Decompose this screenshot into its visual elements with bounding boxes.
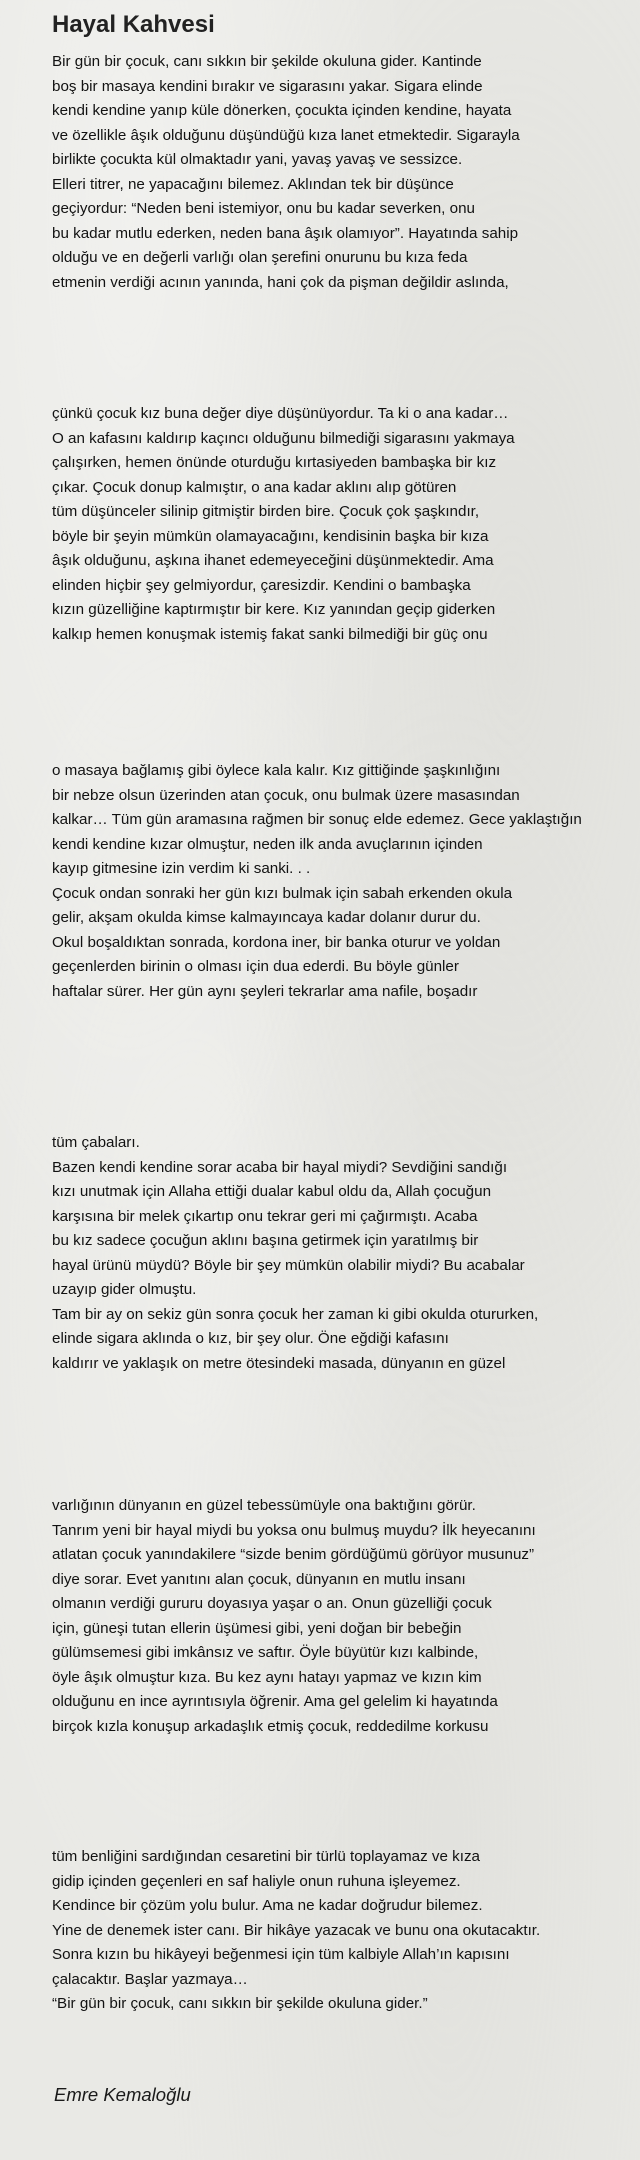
paragraph-5: [52, 1494, 640, 1739]
text-line: varlığının dünyanın en güzel tebessümüyle ona baktığını görür.: [52, 1497, 476, 1514]
poem-title: Hayal Kahvesi: [52, 11, 215, 38]
text-line: böyle bir şeyin mümkün olamayacağını, kendisinin başka bir kıza: [52, 527, 489, 545]
text-line: tüm çabaları.: [52, 1134, 140, 1151]
text-line: kızı unutmak için Allaha ettiği dualar kabul oldu da, Allah çocuğun: [52, 1183, 492, 1200]
text-line: elinde sigara aklında o kız, bir şey olur. Öne eğdiği kafasını: [52, 1330, 449, 1347]
text-line: Çocuk ondan sonraki her gün kızı bulmak için sabah erkenden okula: [52, 884, 513, 902]
text-line: olduğunu en ince ayrıntısıyla öğrenir. Ama gel gelelim ki hayatında: [52, 1693, 498, 1710]
text-line: bir nebze olsun üzerinden atan çocuk, onu bulmak üzere masasından: [52, 786, 520, 804]
text-line: Sonra kızın bu hikâyeyi beğenmesi için tüm kalbiyle Allah’ın kapısını: [52, 1946, 510, 1963]
text-line: kayıp gitmesine izin verdim ki sanki. . .: [52, 860, 311, 877]
text-line: Tanrım yeni bir hayal miydi bu yoksa onu bulmuş muydu? İlk heyecanını: [52, 1521, 536, 1539]
text-line: geçenlerden birinin o olması için dua ederdi. Bu böyle günler: [52, 958, 459, 975]
text-line: öyle âşık olmuştur kıza. Bu kez aynı hatayı yapmaz ve kızın kim: [52, 1668, 482, 1686]
text-line: çünkü çocuk kız buna değer diye düşünüyordur. Ta ki o ana kadar…: [52, 405, 509, 422]
text-line: Bir gün bir çocuk, canı sıkkın bir şekilde okuluna gider. Kantinde: [52, 53, 482, 70]
author-signature: Emre Kemaloğlu: [54, 2084, 191, 2105]
text-line: geçiyordur: “Neden beni istemiyor, onu bu kadar severken, onu: [52, 200, 475, 217]
text-line: çalacaktır. Başlar yazmaya…: [52, 1970, 248, 1988]
text-line: tüm benliğini sardığından cesaretini bir türlü toplayamaz ve kıza: [52, 1848, 481, 1865]
text-line: Okul boşaldıktan sonrada, kordona iner, bir banka oturur ve yoldan: [52, 933, 501, 951]
paragraph-4: [52, 1131, 640, 1376]
paragraph-3: [52, 759, 640, 1004]
text-line: kendi kendine yanıp küle dönerken, çocukta içinden kendine, hayata: [52, 102, 512, 119]
text-line: bu kadar mutlu ederken, neden bana âşık olamıyor”. Hayatında sahip: [52, 224, 519, 242]
text-line: bu kız sadece çocuğun aklını başına getirmek için yaratılmış bir: [52, 1232, 479, 1249]
text-line: o masaya bağlamış gibi öylece kala kalır. Kız gittiğinde şaşkınlığını: [52, 762, 501, 779]
text-line: çalışırken, hemen önünde oturduğu kırtasiyeden bambaşka bir kız: [52, 454, 497, 471]
text-line: gidip içinden geçenleri en saf haliyle onun ruhuna işleyemez.: [52, 1872, 461, 1890]
text-line: Kendince bir çözüm yolu bulur. Ama ne kadar doğrudur bilemez.: [52, 1897, 483, 1914]
text-line: kendi kendine kızar olmuştur, neden ilk anda avuçlarının içinden: [52, 835, 483, 853]
text-line: birlikte çocukta kül olmaktadır yani, yavaş yavaş ve sessizce.: [52, 151, 463, 168]
text-line: kalkıp hemen konuşmak istemiş fakat sanki bilmediği bir güç onu: [52, 625, 488, 643]
text-line: Yine de denemek ister canı. Bir hikâye yazacak ve bunu ona okutacaktır.: [52, 1921, 541, 1939]
text-line: boş bir masaya kendini bırakır ve sigarasını yakar. Sigara elinde: [52, 77, 483, 95]
paragraph-6: [52, 1845, 640, 2017]
text-line: etmenin verdiği acının yanında, hani çok da pişman değildir aslında,: [52, 273, 509, 291]
text-line: diye sorar. Evet yanıtını alan çocuk, dünyanın en mutlu insanı: [52, 1570, 466, 1588]
text-line: çıkar. Çocuk donup kalmıştır, o ana kadar aklını alıp götüren: [52, 478, 457, 496]
text-line: Bazen kendi kendine sorar acaba bir hayal miydi? Sevdiğini sandığı: [52, 1158, 508, 1176]
paragraph-1: [52, 50, 640, 295]
text-line: kaldırır ve yaklaşık on metre ötesindeki masada, dünyanın en güzel: [52, 1354, 506, 1372]
text-line: olmanın verdiği gururu doyasıya yaşar o an. Onun güzelliği çocuk: [52, 1595, 492, 1612]
text-line: Elleri titrer, ne yapacağını bilemez. Aklından tek bir düşünce: [52, 175, 454, 193]
text-line: âşık olduğunu, aşkına ihanet edemeyeceğini düşünmektedir. Ama: [52, 552, 494, 569]
text-line: ve özellikle âşık olduğunu düşündüğü kıza lanet etmektedir. Sigarayla: [52, 126, 520, 144]
paragraph-2: [52, 402, 640, 647]
text-line: tüm düşünceler silinip gitmiştir birden bire. Çocuk çok şaşkındır,: [52, 503, 480, 520]
text-line: hayal ürünü müydü? Böyle bir şey mümkün olabilir miydi? Bu acabalar: [52, 1256, 525, 1274]
text-line: atlatan çocuk yanındakilere “sizde benim gördüğümü görüyor musunuz”: [52, 1546, 535, 1563]
text-line: kalkar… Tüm gün aramasına rağmen bir sonuç elde edemez. Gece yaklaştığın: [52, 811, 582, 828]
text-line: Tam bir ay on sekiz gün sonra çocuk her zaman ki gibi okulda otururken,: [52, 1305, 539, 1323]
text-line: karşısına bir melek çıkartıp onu tekrar geri mi çağırmıştı. Acaba: [52, 1207, 478, 1225]
text-line: haftalar sürer. Her gün aynı şeyleri tekrarlar ama nafile, boşadır: [52, 982, 478, 1000]
text-line: olduğu ve en değerli varlığı olan şerefini onurunu bu kıza feda: [52, 249, 468, 266]
text-line: elinden hiçbir şey gelmiyordur, çaresizdir. Kendini o bambaşka: [52, 576, 471, 594]
text-line: “Bir gün bir çocuk, canı sıkkın bir şekilde okuluna gider.”: [52, 1995, 428, 2012]
text-line: kızın güzelliğine kaptırmıştır bir kere. Kız yanından geçip giderken: [52, 601, 496, 618]
text-line: birçok kızla konuşup arkadaşlık etmiş çocuk, reddedilme korkusu: [52, 1717, 489, 1735]
text-line: gülümsemesi gibi imkânsız ve saftır. Öyle büyütür kızı kalbinde,: [52, 1644, 479, 1661]
text-line: gelir, akşam okulda kimse kalmayıncaya kadar dolanır durur du.: [52, 909, 481, 926]
text-line: uzayıp gider olmuştu.: [52, 1281, 197, 1298]
text-line: için, güneşi tutan ellerin üşümesi gibi, yeni doğan bir bebeğin: [52, 1619, 462, 1637]
text-line: O an kafasını kaldırıp kaçıncı olduğunu bilmediği sigarasını yakmaya: [52, 429, 515, 447]
